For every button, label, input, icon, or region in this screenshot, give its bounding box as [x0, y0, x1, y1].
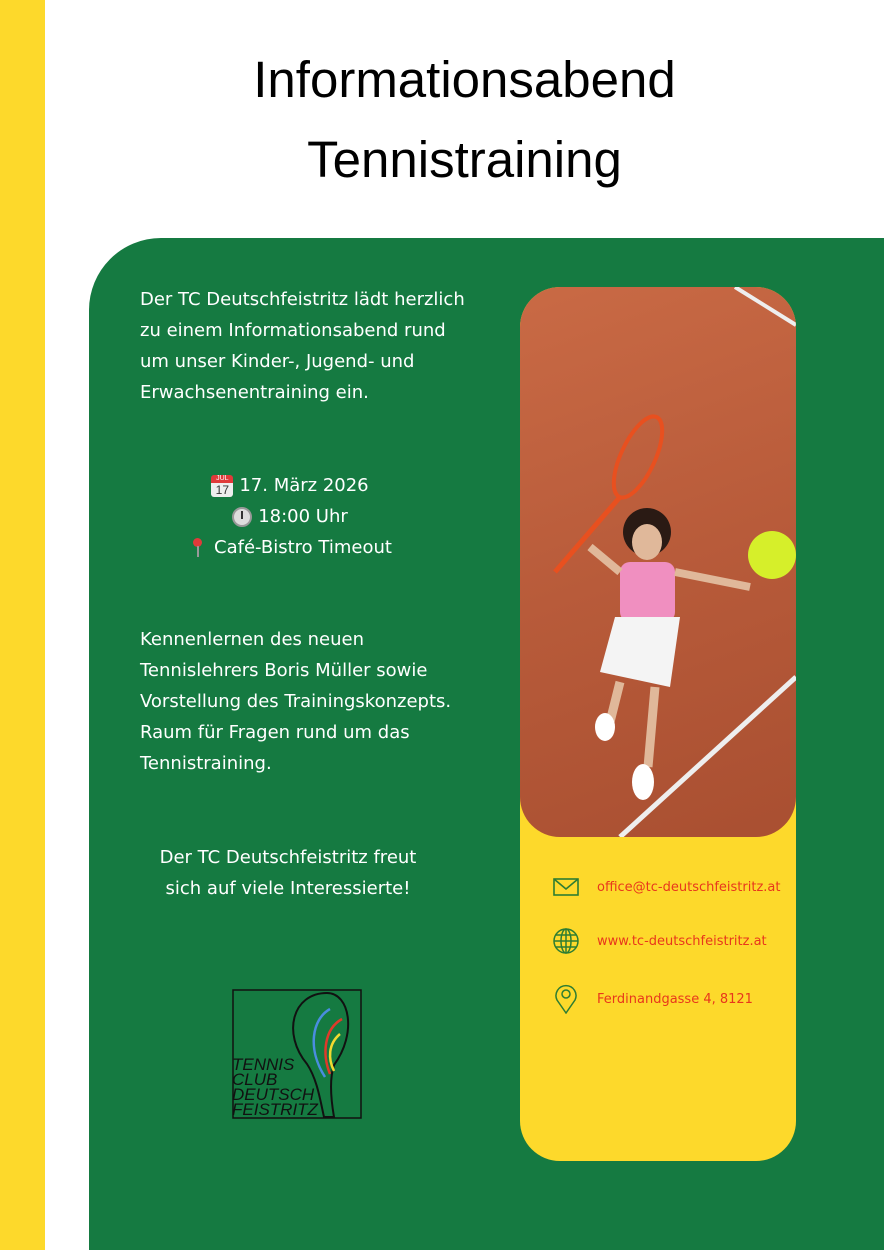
- map-pin-icon: [553, 984, 579, 1014]
- globe-icon: [553, 928, 579, 954]
- calendar-icon: [211, 475, 233, 497]
- pushpin-icon: [188, 538, 208, 558]
- envelope-icon: [553, 877, 579, 897]
- event-location: Café-Bistro Timeout: [214, 537, 392, 558]
- contact-address: [553, 984, 753, 1014]
- time-row: [140, 501, 440, 532]
- event-time: 18:00 Uhr: [258, 506, 348, 527]
- tennis-player-photo: [520, 287, 796, 837]
- closing-text: Der TC Deutschfeistritz freut sich auf viele Interessierte!: [159, 847, 417, 899]
- website-link[interactable]: www.tc-deutschfeistritz.at: [597, 933, 767, 949]
- calendar-icon-text: JUL 17: [215, 474, 230, 497]
- event-details: [140, 470, 440, 563]
- tennis-club-logo: [232, 989, 362, 1119]
- address-text: Ferdinandgasse 4, 8121: [597, 991, 753, 1007]
- contact-website: [553, 928, 767, 954]
- location-row: [140, 532, 440, 563]
- intro-text: Der TC Deutschfeistritz lädt herzlich zu einem Informationsabend rund um unser Kinder-, Jugend- und Erwachsenentraining ein.: [140, 289, 465, 403]
- date-row: [140, 470, 440, 501]
- yellow-side-strip: [0, 0, 45, 1250]
- svg-text:FEISTRITZ: FEISTRITZ: [232, 1100, 318, 1119]
- svg-text:CLUB: CLUB: [232, 1070, 278, 1089]
- title-line-1: Informationsabend: [253, 51, 676, 108]
- svg-text:TENNIS: TENNIS: [232, 1055, 295, 1074]
- svg-text:DEUTSCH: DEUTSCH: [232, 1085, 315, 1104]
- email-link[interactable]: office@tc-deutschfeistritz.at: [597, 879, 781, 895]
- title-line-2: Tennistraining: [307, 131, 622, 188]
- contact-email: [553, 877, 780, 897]
- event-date: 17. März 2026: [239, 475, 369, 496]
- description-text: Kennenlernen des neuen Tennislehrers Boris Müller sowie Vorstellung des Trainingskonzepts. Raum für Fragen rund um das Tennistraining.: [140, 629, 452, 774]
- clock-icon: [232, 507, 252, 527]
- page-title: [45, 40, 884, 200]
